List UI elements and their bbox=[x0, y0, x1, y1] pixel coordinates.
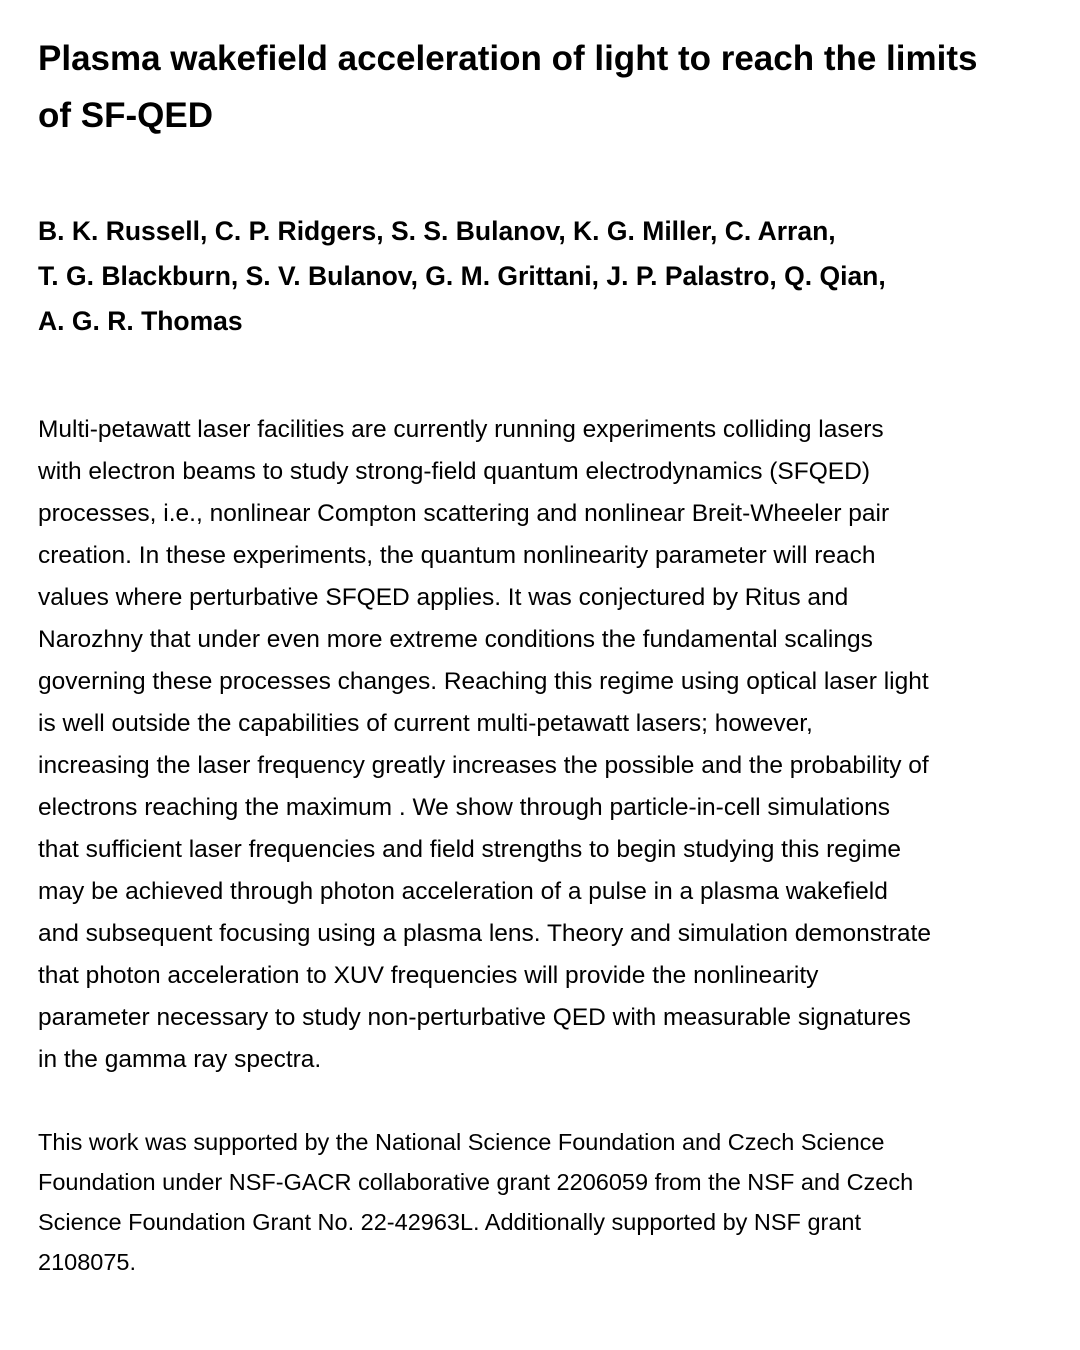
abstract-line: electrons reaching the maximum . We show through particle-in-cell simulations bbox=[38, 794, 890, 821]
abstract-line: and subsequent focusing using a plasma lens. Theory and simulation demonstrate bbox=[38, 920, 931, 947]
acknowledgment-line: Science Foundation Grant No. 22-42963L. Additionally supported by NSF grant bbox=[38, 1209, 862, 1235]
author-line: B. K. Russell, C. P. Ridgers, S. S. Bulanov, K. G. Miller, C. Arran, bbox=[38, 216, 836, 246]
title-line: of SF-QED bbox=[38, 96, 213, 135]
abstract-line: parameter necessary to study non-perturbative QED with measurable signatures bbox=[38, 1004, 911, 1031]
author-line: T. G. Blackburn, S. V. Bulanov, G. M. Grittani, J. P. Palastro, Q. Qian, bbox=[38, 261, 886, 291]
acknowledgment-paragraph bbox=[38, 1122, 1048, 1282]
abstract-line: creation. In these experiments, the quantum nonlinearity parameter will reach bbox=[38, 542, 876, 569]
abstract-line: Multi-petawatt laser facilities are currently running experiments colliding lasers bbox=[38, 416, 884, 443]
abstract-line: governing these processes changes. Reaching this regime using optical laser light bbox=[38, 668, 929, 695]
abstract-line: in the gamma ray spectra. bbox=[38, 1046, 322, 1073]
author-list bbox=[38, 209, 1038, 344]
abstract-line: values where perturbative SFQED applies. It was conjectured by Ritus and bbox=[38, 584, 849, 611]
abstract-line: processes, i.e., nonlinear Compton scattering and nonlinear Breit-Wheeler pair bbox=[38, 500, 890, 527]
acknowledgment-line: This work was supported by the National Science Foundation and Czech Science bbox=[38, 1129, 885, 1155]
abstract-line: with electron beams to study strong-field quantum electrodynamics (SFQED) bbox=[38, 458, 870, 485]
abstract-line: that sufficient laser frequencies and field strengths to begin studying this regime bbox=[38, 836, 901, 863]
abstract-line: increasing the laser frequency greatly increases the possible and the probability of bbox=[38, 752, 929, 779]
abstract-line: that photon acceleration to XUV frequencies will provide the nonlinearity bbox=[38, 962, 819, 989]
acknowledgment-line: 2108075. bbox=[38, 1249, 137, 1275]
author-line: A. G. R. Thomas bbox=[38, 306, 243, 336]
title-line: Plasma wakefield acceleration of light to reach the limits bbox=[38, 39, 978, 78]
abstract-line: may be achieved through photon acceleration of a pulse in a plasma wakefield bbox=[38, 878, 888, 905]
abstract-line: Narozhny that under even more extreme conditions the fundamental scalings bbox=[38, 626, 873, 653]
abstract-line: is well outside the capabilities of current multi-petawatt lasers; however, bbox=[38, 710, 813, 737]
paper-title bbox=[38, 30, 1038, 144]
abstract-paragraph bbox=[38, 409, 1048, 1081]
acknowledgment-line: Foundation under NSF-GACR collaborative grant 2206059 from the NSF and Czech bbox=[38, 1169, 914, 1195]
